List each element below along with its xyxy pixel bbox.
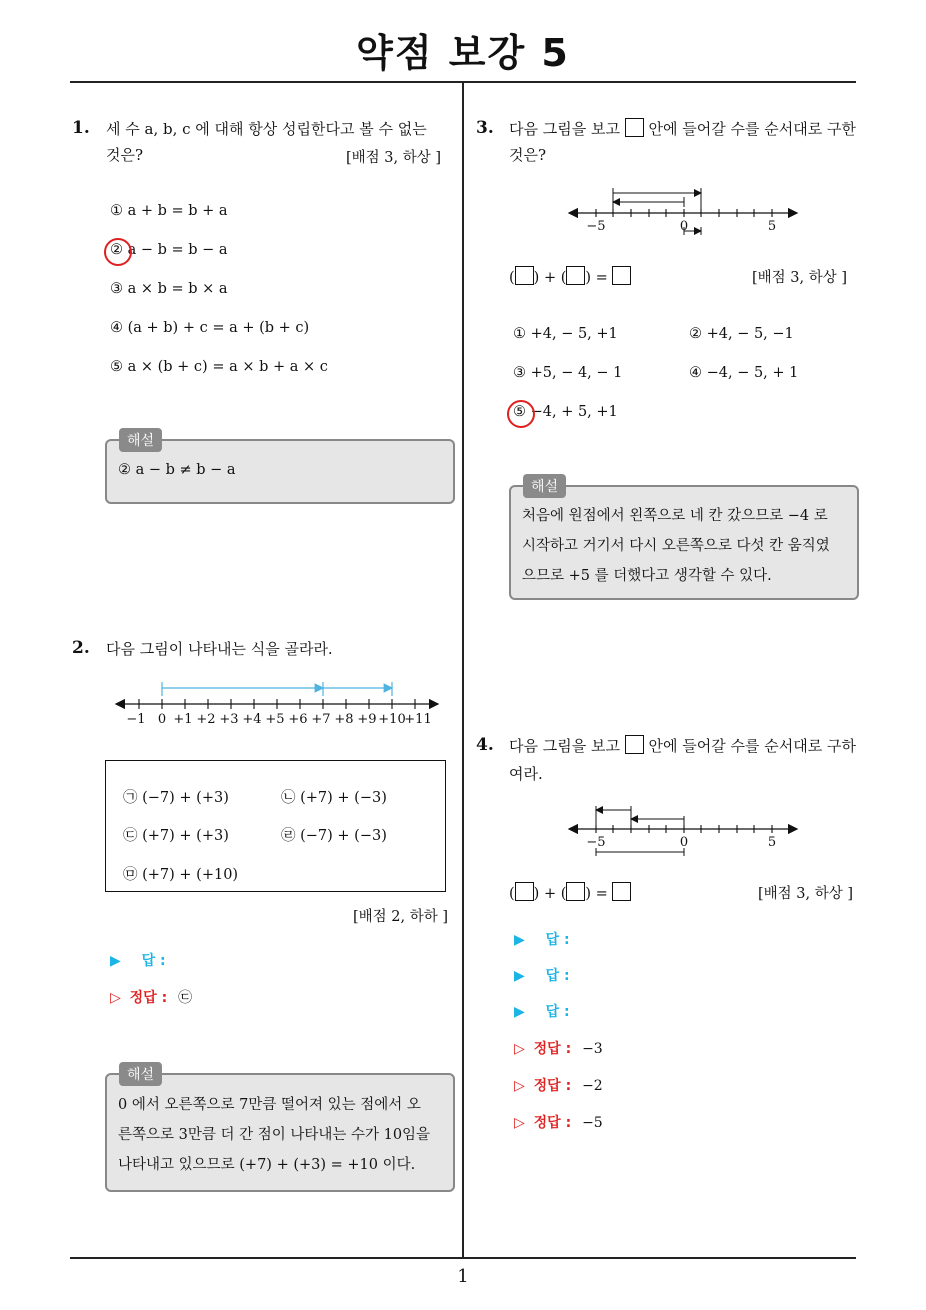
q3-text-line2: 것은?: [509, 146, 547, 164]
q2-tick-label: +6: [288, 712, 308, 727]
q4-text-part1: 다음 그림을 보고: [509, 737, 620, 755]
q2-explanation-line: 른쪽으로 3만큼 더 간 점이 나타내는 수가 10임을: [118, 1127, 431, 1143]
q1-option-5[interactable]: ⑤ a × (b + c) = a × b + a × c: [110, 359, 328, 375]
q4-tick-label: 0: [679, 835, 689, 850]
q2-text: 다음 그림이 나타내는 식을 골라라.: [106, 640, 333, 658]
q1-option-2[interactable]: ② a − b = b − a: [110, 242, 228, 258]
q3-explanation-line: 처음에 원점에서 왼쪽으로 네 칸 갔으므로 −4 로: [522, 508, 828, 524]
q2-tick-label: +7: [311, 712, 331, 727]
q2-number-line: [110, 676, 450, 732]
q4-answer-row-1[interactable]: [514, 929, 570, 949]
q2-tick-label: +3: [219, 712, 239, 727]
q4-answer-row-3[interactable]: [514, 1001, 570, 1021]
blank-box-icon: [515, 266, 534, 285]
q2-tick-label: +1: [173, 712, 193, 727]
q2-tick-label: +9: [357, 712, 377, 727]
play-outline-icon: ▷: [110, 990, 121, 1006]
play-icon: ▶: [514, 968, 525, 984]
q2-tick-label: +4: [242, 712, 262, 727]
q3-tick-label: 5: [767, 219, 777, 234]
q2-number: 2.: [72, 638, 90, 658]
q2-choice-c[interactable]: ㉢ (+7) + (+3): [123, 828, 229, 844]
q4-answer-label: 답 :: [545, 968, 570, 984]
q2-tick-label: +11: [404, 712, 432, 727]
q2-correct-label: 정답 :: [129, 990, 168, 1006]
blank-box-icon: [612, 266, 631, 285]
q1-option-4[interactable]: ④ (a + b) + c = a + (b + c): [110, 320, 310, 336]
q2-explanation-tag: 해설: [119, 1062, 162, 1086]
blank-box-icon: [625, 735, 644, 754]
q1-explanation-text: ② a − b ≠ b − a: [118, 462, 236, 478]
q4-text-part2: 안에 들어갈 수를 순서대로 구하: [648, 737, 856, 755]
q4-correct-label: 정답 :: [533, 1041, 572, 1057]
q3-number: 3.: [476, 118, 494, 138]
q2-correct-row: [110, 987, 192, 1007]
q3-text-line1: [509, 114, 856, 144]
q1-explanation-tag: 해설: [119, 428, 162, 452]
q4-answer-label: 답 :: [545, 932, 570, 948]
q1-score: [배점 3, 하상 ]: [346, 150, 442, 166]
q4-answer-label: 답 :: [545, 1004, 570, 1020]
q3-option-5[interactable]: ⑤ −4, + 5, +1: [513, 404, 618, 420]
q2-choice-d[interactable]: ㉣ (−7) + (−3): [281, 828, 387, 844]
q1-text-line2: 것은?: [106, 146, 144, 164]
q4-correct-row-1: [514, 1038, 603, 1058]
play-outline-icon: ▷: [514, 1041, 525, 1057]
q3-option-3[interactable]: ③ +5, − 4, − 1: [513, 365, 623, 381]
q2-correct-value: ㉢: [178, 990, 193, 1006]
page-title: 약점 보강 5: [356, 31, 570, 75]
q2-choice-b[interactable]: ㉡ (+7) + (−3): [281, 790, 387, 806]
q4-score: [배점 3, 하상 ]: [758, 886, 854, 902]
column-divider: [462, 82, 464, 1258]
q4-number: 4.: [476, 735, 494, 755]
q4-correct-label: 정답 :: [533, 1078, 572, 1094]
q3-option-1[interactable]: ① +4, − 5, +1: [513, 326, 618, 342]
q2-choice-e[interactable]: ㉤ (+7) + (+10): [123, 867, 239, 883]
q4-text-line2: 여라.: [509, 765, 543, 783]
q4-correct-value: −3: [582, 1041, 603, 1057]
play-icon: ▶: [514, 932, 525, 948]
q2-tick-label: +8: [334, 712, 354, 727]
q4-text-line1: [509, 731, 856, 761]
q2-tick-label: +10: [378, 712, 406, 727]
q2-tick-label: +2: [196, 712, 216, 727]
q2-score: [배점 2, 하하 ]: [353, 909, 449, 925]
blank-box-icon: [515, 882, 534, 901]
footer-divider: [70, 1257, 856, 1259]
q3-explanation-line: 으므로 +5 를 더했다고 생각할 수 있다.: [522, 568, 772, 584]
q4-correct-value: −5: [582, 1115, 603, 1131]
q1-selected-mark: [104, 238, 132, 266]
play-outline-icon: ▷: [514, 1078, 525, 1094]
q1-number: 1.: [72, 118, 90, 138]
q2-answer-label: 답 :: [141, 953, 166, 969]
blank-box-icon: [566, 882, 585, 901]
q4-answer-row-2[interactable]: [514, 965, 570, 985]
blank-box-icon: [566, 266, 585, 285]
q4-tick-label: −5: [586, 835, 606, 850]
q3-text-part1: 다음 그림을 보고: [509, 120, 620, 138]
q4-equation: ( ) + ( ) =: [509, 882, 631, 902]
q2-answer-row[interactable]: [110, 950, 166, 970]
q3-selected-mark: [507, 400, 535, 428]
play-icon: ▶: [514, 1004, 525, 1020]
q2-tick-label: 0: [157, 712, 167, 727]
q3-text-part2: 안에 들어갈 수를 순서대로 구한: [648, 120, 856, 138]
q2-tick-label: +5: [265, 712, 285, 727]
q3-explanation-tag: 해설: [523, 474, 566, 498]
q3-explanation-line: 시작하고 거기서 다시 오른쪽으로 다섯 칸 움직였: [522, 538, 830, 554]
q2-choice-a[interactable]: ㉠ (−7) + (+3): [123, 790, 229, 806]
q1-text-line1: 세 수 a, b, c 에 대해 항상 성립한다고 볼 수 없는: [106, 120, 427, 138]
q4-correct-label: 정답 :: [533, 1115, 572, 1131]
play-icon: ▶: [110, 953, 121, 969]
q4-correct-row-2: [514, 1075, 603, 1095]
q3-tick-label: 0: [679, 219, 689, 234]
q4-correct-row-3: [514, 1112, 603, 1132]
q4-tick-label: 5: [767, 835, 777, 850]
q3-option-4[interactable]: ④ −4, − 5, + 1: [689, 365, 799, 381]
q3-option-2[interactable]: ② +4, − 5, −1: [689, 326, 794, 342]
blank-box-icon: [625, 118, 644, 137]
q2-tick-label: −1: [126, 712, 146, 727]
q3-score: [배점 3, 하상 ]: [752, 270, 848, 286]
q2-explanation-line: 나타내고 있으므로 (+7) + (+3) = +10 이다.: [118, 1157, 416, 1173]
q2-explanation-line: 0 에서 오른쪽으로 7만큼 떨어져 있는 점에서 오: [118, 1097, 421, 1113]
q1-option-1[interactable]: ① a + b = b + a: [110, 203, 228, 219]
play-outline-icon: ▷: [514, 1115, 525, 1131]
page-number: 1: [457, 1266, 469, 1287]
q3-equation: ( ) + ( ) =: [509, 266, 631, 286]
q4-number-line: [565, 802, 805, 860]
q4-correct-value: −2: [582, 1078, 603, 1094]
q3-tick-label: −5: [586, 219, 606, 234]
blank-box-icon: [612, 882, 631, 901]
q3-number-line: [565, 185, 805, 245]
q1-option-3[interactable]: ③ a × b = b × a: [110, 281, 228, 297]
